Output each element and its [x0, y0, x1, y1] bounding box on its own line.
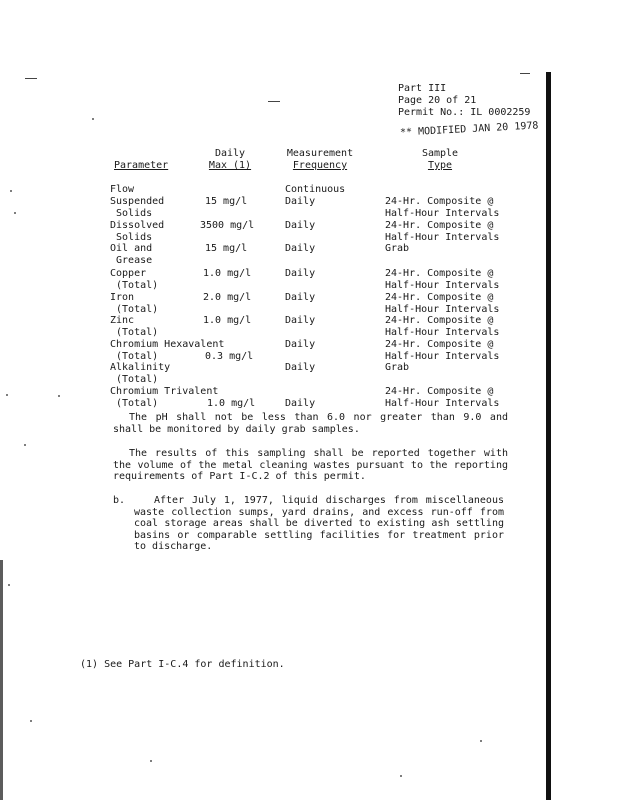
cell-parameter: Alkalinity: [110, 362, 171, 373]
cell-parameter: (Total): [110, 350, 159, 362]
scan-speck: [8, 584, 10, 586]
footnote: (1) See Part I-C.4 for definition.: [80, 659, 285, 670]
results-paragraph: The results of this sampling shall be reported together with the volume of the metal cleaning wastes pursuant to the reporting requirements of Part I-C.2 of this permit.: [113, 448, 508, 483]
scan-edge-shadow: [546, 72, 551, 800]
scan-speck: [58, 395, 60, 397]
cell-parameter: Iron: [110, 292, 135, 303]
cell-parameter: (Total): [110, 326, 159, 338]
cell-frequency: Daily: [285, 362, 316, 373]
cell-sample-type: Grab: [385, 362, 410, 373]
cell-daily-max: 1.0 mg/l: [203, 268, 252, 279]
cell-sample-type: 24-Hr. Composite @: [385, 339, 494, 350]
cell-sample-type: Half-Hour Intervals: [385, 207, 500, 219]
cell-parameter: (Total): [110, 373, 159, 385]
cell-parameter: Zinc: [110, 315, 135, 326]
cell-parameter: Chromium Trivalent: [110, 386, 219, 397]
permit-number: Permit No.: IL 0002259: [398, 107, 531, 118]
cell-sample-type: Half-Hour Intervals: [385, 326, 500, 338]
cell-parameter: Flow: [110, 184, 135, 195]
scan-speck: [14, 212, 16, 214]
cell-daily-max: 2.0 mg/l: [203, 292, 252, 303]
cell-frequency: Daily: [285, 397, 316, 409]
col-type-line2: Type: [427, 160, 453, 171]
cell-parameter: Solids: [110, 207, 153, 219]
cell-sample-type: Half-Hour Intervals: [385, 303, 500, 315]
cell-sample-type: 24-Hr. Composite @: [385, 220, 494, 231]
col-frequency-line2: Frequency: [292, 160, 348, 171]
cell-frequency: Daily: [285, 292, 316, 303]
scan-speck: [400, 775, 402, 777]
cell-frequency: Daily: [285, 243, 316, 254]
cell-daily-max: 15 mg/l: [205, 243, 248, 254]
cell-sample-type: 24-Hr. Composite @: [385, 386, 494, 397]
scan-speck: [25, 78, 37, 79]
cell-parameter: Oil and: [110, 243, 153, 254]
modified-stamp: ** MODIFIED JAN 20 1978: [399, 120, 539, 139]
item-paragraph: After July 1, 1977, liquid discharges from miscellaneous waste collection sumps, yard drains, and excess run-off from coal storage areas shall be diverted to existing ash settling basins or comparable settling facilities for treatment prior to discharge.: [134, 495, 504, 553]
cell-daily-max: 15 mg/l: [205, 196, 248, 207]
cell-frequency: Daily: [285, 339, 316, 350]
scan-speck: [6, 394, 8, 396]
cell-parameter: Dissolved: [110, 220, 165, 231]
cell-frequency: Daily: [285, 268, 316, 279]
cell-sample-type: Half-Hour Intervals: [385, 279, 500, 291]
cell-parameter: Copper: [110, 268, 147, 279]
cell-sample-type: Half-Hour Intervals: [385, 350, 500, 362]
scan-speck: [10, 190, 12, 192]
scan-speck: [24, 444, 26, 446]
cell-parameter: Suspended: [110, 196, 165, 207]
cell-daily-max: 1.0 mg/l: [207, 397, 256, 409]
part-label: Part III: [398, 83, 447, 94]
cell-sample-type: 24-Hr. Composite @: [385, 196, 494, 207]
cell-parameter: (Total): [110, 303, 159, 315]
cell-sample-type: Half-Hour Intervals: [385, 397, 500, 409]
cell-parameter: Solids: [110, 231, 153, 243]
scan-speck: [92, 118, 94, 120]
col-type-line1: Sample: [421, 148, 459, 159]
scan-speck: [480, 740, 482, 742]
cell-parameter: Chromium Hexavalent: [110, 339, 225, 350]
item-number: b.: [113, 495, 126, 506]
cell-sample-type: 24-Hr. Composite @: [385, 268, 494, 279]
scan-edge-shadow-left: [0, 560, 3, 800]
scan-speck: [30, 720, 32, 722]
cell-sample-type: 24-Hr. Composite @: [385, 292, 494, 303]
cell-frequency: Continuous: [285, 184, 346, 195]
ph-paragraph: The pH shall not be less than 6.0 nor greater than 9.0 and shall be monitored by daily grab samples.: [113, 412, 508, 435]
cell-daily-max: 1.0 mg/l: [203, 315, 252, 326]
col-daily-max-line2: Max (1): [208, 160, 252, 171]
scan-speck: [268, 101, 280, 102]
scan-speck: [520, 73, 530, 74]
page-number: Page 20 of 21: [398, 95, 477, 106]
cell-sample-type: 24-Hr. Composite @: [385, 315, 494, 326]
cell-parameter: Grease: [110, 254, 153, 266]
cell-sample-type: Half-Hour Intervals: [385, 231, 500, 243]
cell-frequency: Daily: [285, 315, 316, 326]
cell-frequency: Daily: [285, 220, 316, 231]
cell-daily-max: 0.3 mg/l: [205, 350, 254, 362]
col-frequency-line1: Measurement: [286, 148, 354, 159]
cell-sample-type: Grab: [385, 243, 410, 254]
cell-parameter: (Total): [110, 397, 159, 409]
cell-parameter: (Total): [110, 279, 159, 291]
col-daily-max-line1: Daily: [214, 148, 246, 159]
cell-frequency: Daily: [285, 196, 316, 207]
scan-speck: [150, 760, 152, 762]
col-parameter: Parameter: [114, 160, 169, 171]
cell-daily-max: 3500 mg/l: [200, 220, 255, 231]
